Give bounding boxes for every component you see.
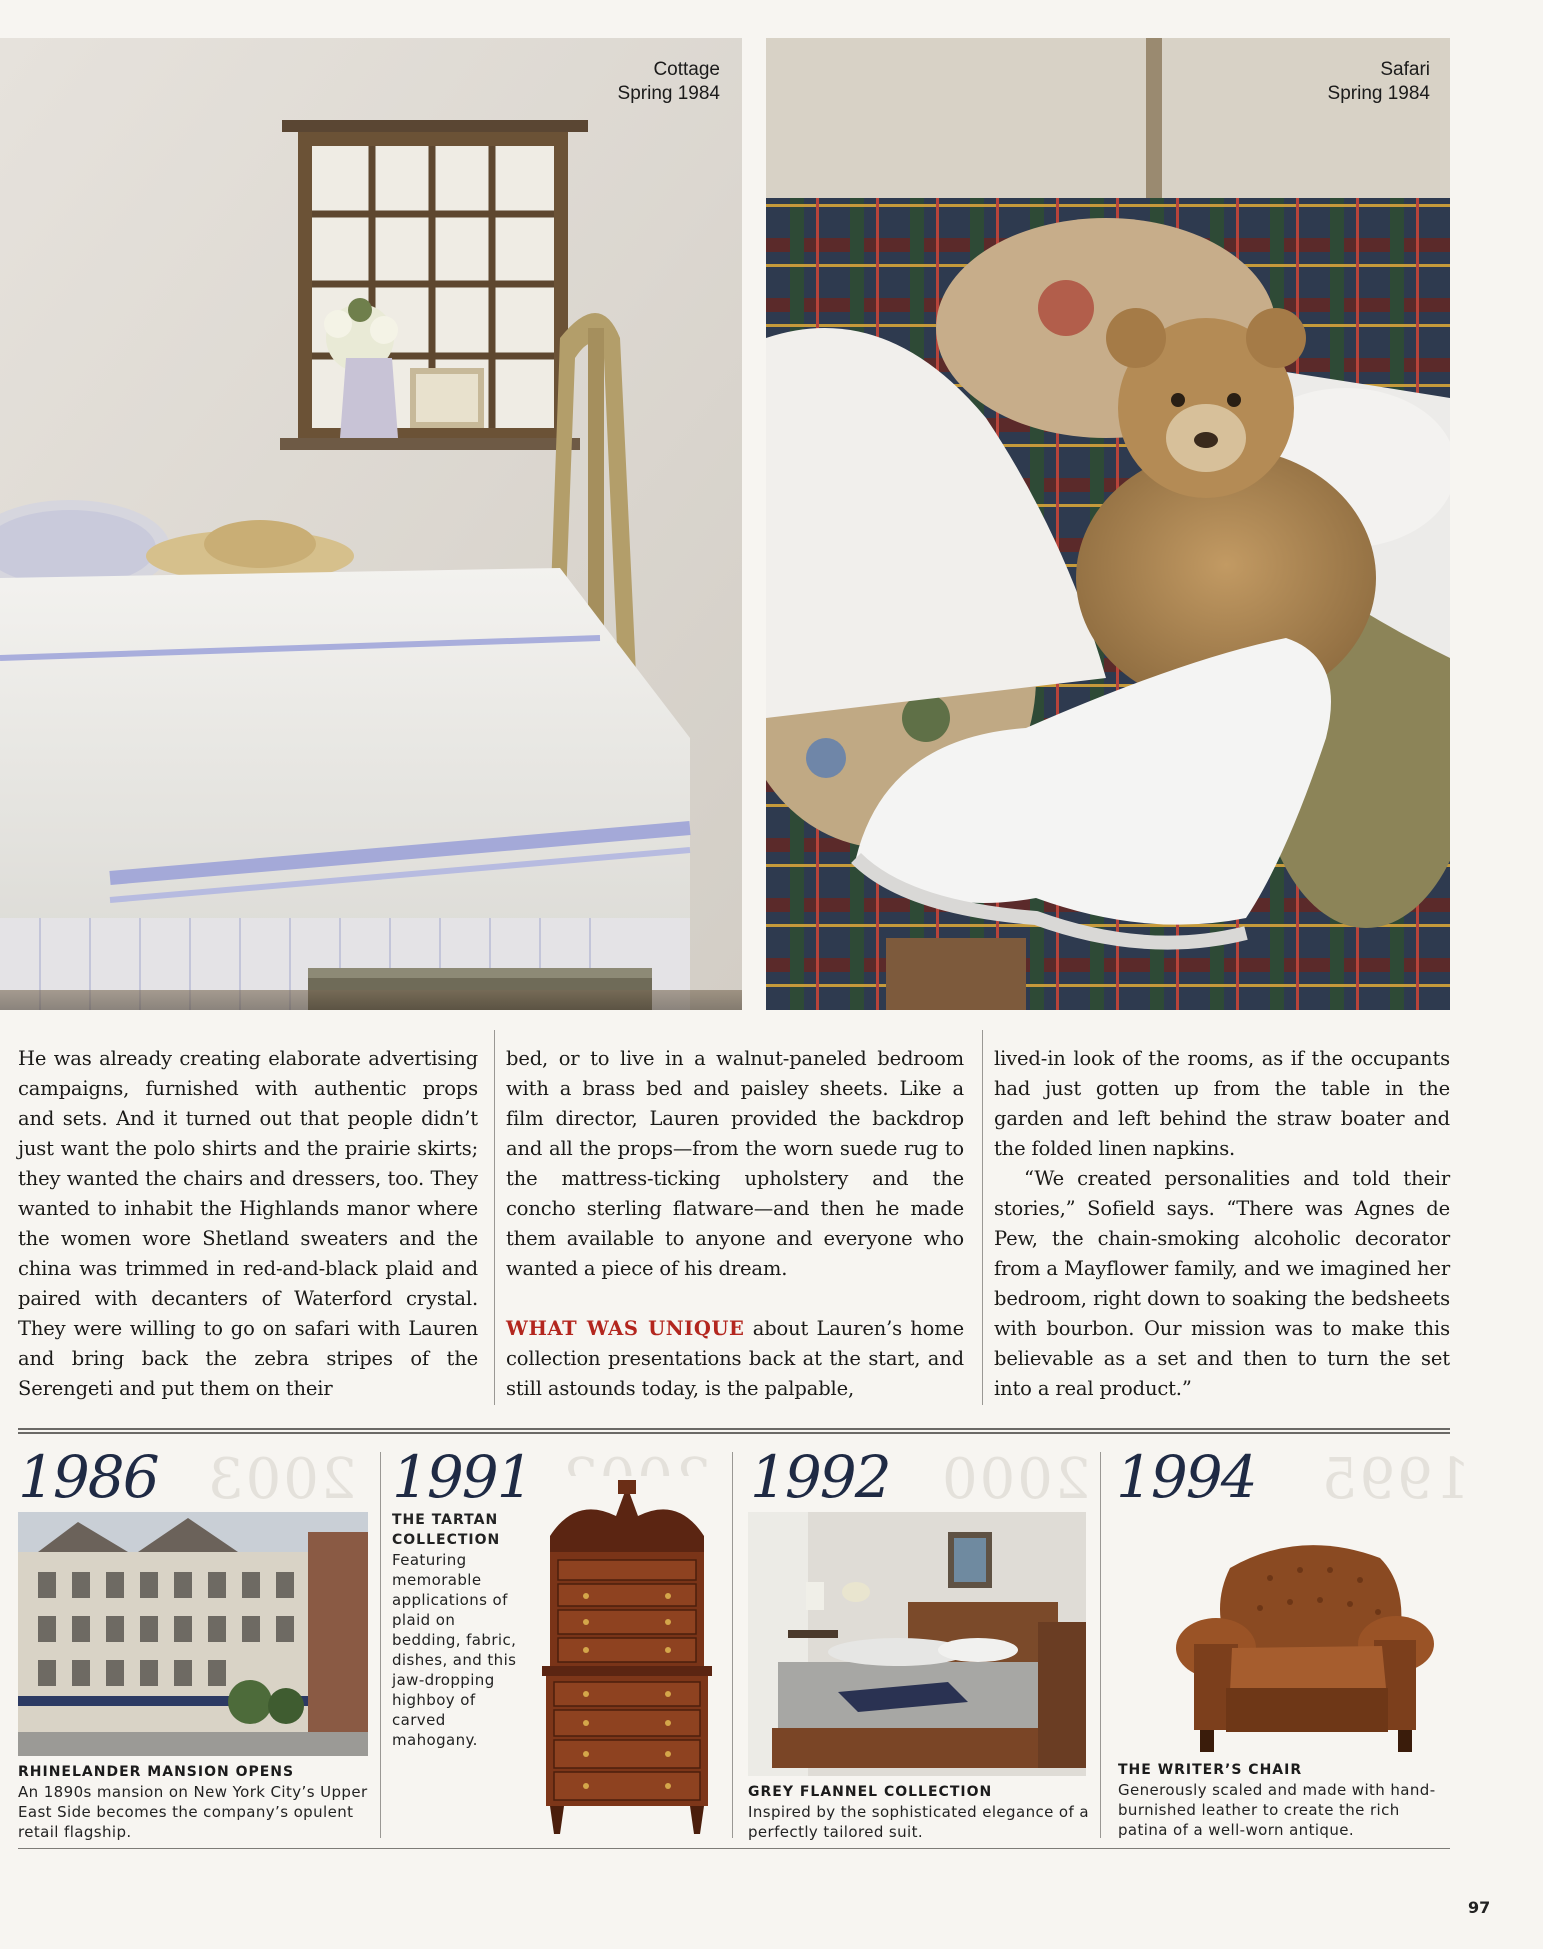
timeline-year-1986: 1986: [18, 1443, 158, 1511]
cottage-caption: [560, 58, 720, 106]
article-paragraph: He was already creating elaborate advertising campaigns, furnished with authentic props and sets. And it turned out that people didn’t just want the polo shirts and the prairie skirts; they wanted the chairs and dressers, too. They wanted to inhabit the Highlands manor where the women wore Shetland sweaters and the china was trimmed in red-and-black plaid and paired with decanters of Waterford crystal. They were willing to go on safari with Lauren and bring back the zebra stripes of the Serengeti and put them on their: [18, 1047, 478, 1400]
timeline-text-1994: Generously scaled and made with hand-burnished leather to create the rich patina of a well-worn antique.: [1118, 1781, 1436, 1839]
article-paragraph: [506, 1314, 964, 1404]
article-paragraph: lived-in look of the rooms, as if the occupants had just gotten up from the table in the garden and left behind the straw boater and the folded linen napkins.: [994, 1047, 1450, 1160]
ghost-year: 2000: [940, 1447, 1091, 1512]
timeline-bottom-rule: [18, 1848, 1450, 1849]
timeline-year-1992: 1992: [750, 1443, 890, 1511]
safari-caption: [1270, 58, 1430, 106]
timeline-divider-3: [1100, 1452, 1101, 1838]
timeline-text-1991: Featuring memorable applications of plaid on bedding, fabric, dishes, and this jaw-dropping highboy of carved mahogany.: [392, 1551, 517, 1749]
safari-caption-date: Spring 1984: [1327, 83, 1430, 104]
article-column-2: [506, 1044, 964, 1404]
page-number: 97: [1468, 1898, 1491, 1917]
column-divider-1: [494, 1030, 495, 1405]
article-paragraph: bed, or to live in a walnut-paneled bedroom with a brass bed and paisley sheets. Like a film director, Lauren provided the backdrop and all the props—from the worn suede rug to the mattress-ticking upholstery and the concho sterling flatware—and then he made them available to anyone and everyone who wanted a piece of his dream.: [506, 1047, 964, 1280]
timeline-year-1994: 1994: [1116, 1443, 1256, 1511]
timeline-divider-2: [732, 1452, 733, 1838]
cottage-bedroom-photo: [0, 38, 742, 1010]
tartan-collection-blurb: [392, 1510, 522, 1750]
timeline-divider-1: [380, 1452, 381, 1838]
cottage-caption-name: Cottage: [653, 59, 720, 80]
article-text: about Lauren’s home collection presentations back at the start, and still astounds today, is the palpable,: [506, 1317, 964, 1400]
article-column-1: [18, 1044, 478, 1404]
timeline-top-rule: [18, 1428, 1450, 1434]
article-paragraph: “We created personalities and told their stories,” Sofield says. “There was Agnes de Pew, the chain-smoking alcoholic decorator from a Mayflower family, and we imagined her bedroom, right down to soaking the bedsheets with bourbon. Our mission was to make this believable as a set and then to turn the set into a real product.”: [994, 1167, 1450, 1400]
timeline-text-1986: An 1890s mansion on New York City’s Upper East Side becomes the company’s opulent retail flagship.: [18, 1783, 368, 1841]
writers-chair-photo: [1170, 1528, 1440, 1768]
timeline-text-1992: Inspired by the sophisticated elegance of a perfectly tailored suit.: [748, 1803, 1089, 1841]
timeline-title-1994: THE WRITER’S CHAIR: [1118, 1762, 1303, 1778]
grey-flannel-bedroom-photo: [748, 1512, 1086, 1776]
safari-caption-name: Safari: [1380, 59, 1430, 80]
mahogany-highboy-photo: [536, 1476, 718, 1838]
ghost-year: 1995: [1320, 1447, 1471, 1512]
ghost-year: 2003: [206, 1447, 357, 1512]
timeline-title-1992: GREY FLANNEL COLLECTION: [748, 1784, 993, 1800]
column-divider-2: [982, 1030, 983, 1405]
article-column-3: [994, 1044, 1450, 1404]
rhinelander-mansion-photo: [18, 1512, 368, 1756]
timeline-title-1991: THE TARTAN COLLECTION: [392, 1512, 501, 1548]
section-lead-in: WHAT WAS UNIQUE: [506, 1317, 745, 1340]
timeline-year-1991: 1991: [392, 1443, 532, 1511]
cottage-caption-date: Spring 1984: [617, 83, 720, 104]
safari-lion-cub-photo: [766, 38, 1450, 1010]
timeline-title-1986: RHINELANDER MANSION OPENS: [18, 1764, 295, 1780]
